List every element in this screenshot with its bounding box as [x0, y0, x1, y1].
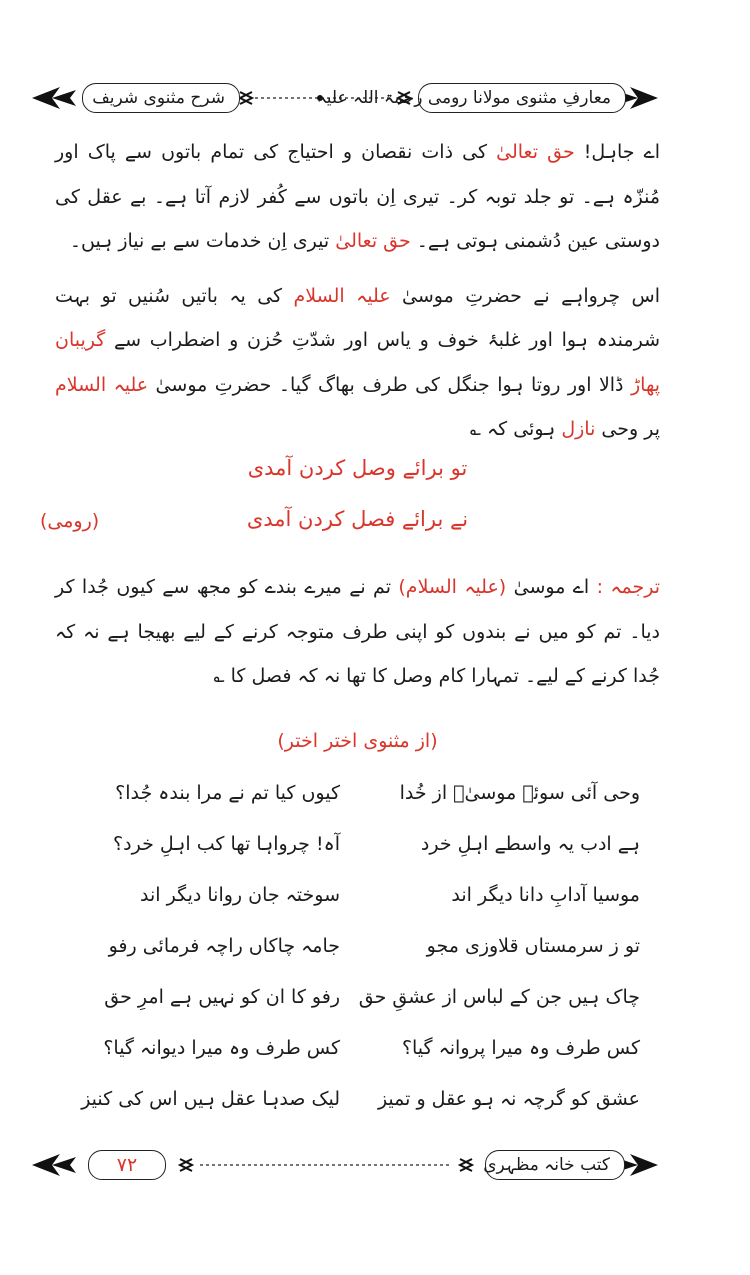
couplet-first-hemistich: وحی آئی سوئے موسیٰؑ از خُدا — [399, 782, 640, 804]
text-segment: پر وحی — [595, 418, 660, 440]
couplet-first-hemistich: کس طرف وہ میرا پروانہ گیا؟ — [401, 1037, 640, 1059]
text-segment: کی یہ باتیں سُنیں تو بہت شرمندہ ہوا اور غلبۂ خوف و یاس اور شدّتِ حُزن و اضطراب سے — [55, 284, 660, 351]
couplet-second-hemistich: آہ! چرواہا تھا کب اہلِ خرد؟ — [113, 833, 340, 855]
text-segment: اس چرواہے نے حضرتِ موسیٰ — [390, 284, 660, 307]
persian-verse-source: (رومی) — [40, 510, 100, 532]
translation-block — [55, 565, 660, 699]
page-number: ۷۲ — [88, 1150, 166, 1180]
text-segment: ہوئی کہ ؎ — [469, 418, 562, 440]
persian-verse-line-1: تو برائے وصل کردن آمدی — [247, 456, 468, 480]
couplet-first-hemistich: ہے ادب یہ واسطے اہلِ خرد — [420, 833, 640, 855]
translation-label: ترجمہ : — [596, 576, 661, 598]
text-segment: کی ذات نقصان و احتیاج کی تمام باتوں سے پاک اور مُنزّہ ہے۔ تو جلد توبہ کر۔ تیری اِن باتوں سے کُفر لازم آتا ہے۔ بے عقل کی دوستی عین دُشمنی ہوتی ہے۔ — [55, 141, 660, 252]
couplet-second-hemistich: لیک صدہا عقل ہیں اس کی کنیز — [81, 1088, 340, 1110]
couplet-first-hemistich: چاک ہیں جن کے لباس از عشقِ حق — [358, 986, 640, 1008]
text-segment: اے جاہل! — [574, 141, 661, 163]
highlighted-term: حق تعالیٰ — [335, 230, 411, 252]
highlighted-term: (علیہ السلام) — [398, 576, 507, 598]
translation-text — [55, 565, 660, 699]
text-segment: تیری اِن خدمات سے بے نیاز ہیں۔ — [69, 230, 336, 252]
publisher-label: کتب خانہ مظہری — [485, 1150, 625, 1180]
paragraph-2 — [55, 274, 660, 452]
couplet-second-hemistich: کیوں کیا تم نے مرا بندہ جُدا؟ — [115, 782, 340, 804]
footer-ornament — [30, 1145, 660, 1185]
highlighted-term: علیہ السلام — [293, 284, 391, 307]
highlighted-term: نازل — [561, 418, 596, 440]
source-note: (از مثنوی اختر اختر) — [277, 730, 438, 752]
paragraph-1 — [55, 130, 660, 264]
couplet-second-hemistich: رفو کا ان کو نہیں ہے امرِ حق — [104, 986, 340, 1008]
header-left-label: شرح مثنوی شریف — [82, 83, 240, 113]
highlighted-term: حق تعالیٰ — [496, 141, 575, 163]
persian-verse-line-2: نے برائے فصل کردن آمدی — [246, 507, 469, 531]
couplet-first-hemistich: تو ز سرمستاں قلاوزی مجو — [426, 935, 640, 957]
couplet-second-hemistich: سوختہ جان روانا دیگر اند — [140, 884, 340, 906]
couplet-first-hemistich: موسیا آدابِ دانا دیگر اند — [451, 884, 640, 906]
text-segment: اے موسیٰ — [506, 576, 597, 598]
highlighted-term: گریبان پھاڑ — [55, 329, 661, 396]
body-paragraphs — [55, 130, 660, 452]
couplet-second-hemistich: جامہ چاکاں راچہ فرمائی رفو — [108, 935, 340, 957]
header-ornament — [30, 78, 660, 118]
header-right-label: معارفِ مثنوی مولانا رومی رحمۃ اللہ علیہ — [418, 83, 626, 113]
text-segment: ڈالا اور روتا ہوا جنگل کی طرف بھاگ گیا۔ حضرتِ موسیٰ — [148, 373, 631, 396]
couplet-second-hemistich: کس طرف وہ میرا دیوانہ گیا؟ — [103, 1037, 340, 1059]
highlighted-term: علیہ السلام — [55, 373, 149, 396]
couplet-first-hemistich: عشق کو گرچہ نہ ہو عقل و تمیز — [377, 1088, 640, 1110]
text-segment: تم نے میرے بندے کو مجھ سے کیوں جُدا کر دیا۔ تم کو میں نے بندوں کو اپنی طرف متوجہ کرنے کے لیے بھیجا ہے نہ کہ جُدا کرنے کے لیے۔ تمہارا کام وصل کا تھا نہ کہ فصل کا ؎ — [55, 576, 660, 687]
